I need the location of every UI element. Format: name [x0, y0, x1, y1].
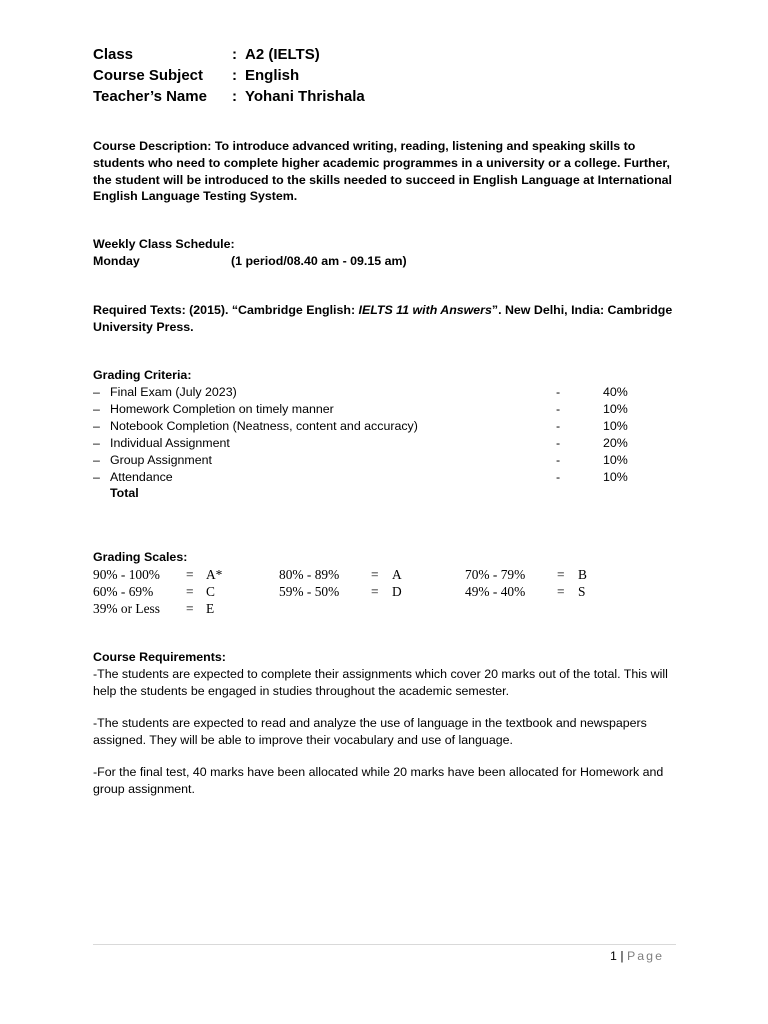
header-colon: :	[232, 88, 237, 105]
scale-equals: =	[186, 584, 194, 599]
criteria-name: Notebook Completion (Neatness, content and accuracy)	[110, 419, 418, 433]
scale-grade: B	[578, 567, 587, 582]
header-label: Class	[93, 46, 134, 63]
page-word: Page	[627, 949, 664, 963]
scale-range: 49% - 40%	[465, 584, 526, 599]
scale-equals: =	[557, 567, 565, 582]
requirement-paragraph: -The students are expected to complete their assignments which cover 20 marks out of the total. This will help the students be engaged in studies throughout the academic semester.	[93, 667, 668, 698]
criteria-percentage: 10%	[603, 470, 628, 484]
scale-equals: =	[371, 584, 379, 599]
requirements-heading: Course Requirements:	[93, 650, 226, 664]
schedule-time: (1 period/08.40 am - 09.15 am)	[231, 254, 407, 268]
header-label: Course Subject	[93, 67, 204, 84]
scale-grade: C	[206, 584, 215, 599]
criteria-separator: -	[556, 385, 561, 399]
criteria-row	[93, 418, 653, 435]
required-texts-title: IELTS 11 with Answers	[358, 303, 492, 317]
criteria-dash: –	[93, 470, 100, 484]
scale-grade: S	[578, 584, 586, 599]
header-value: Yohani Thrishala	[245, 88, 365, 105]
criteria-percentage: 20%	[603, 436, 628, 450]
required-texts-prefix: Required Texts: (2015). “Cambridge English:	[93, 303, 359, 317]
criteria-dash: –	[93, 402, 100, 416]
criteria-separator: -	[556, 419, 561, 433]
page-separator: |	[620, 949, 624, 963]
scale-equals: =	[186, 601, 194, 616]
criteria-dash: –	[93, 419, 100, 433]
scale-range: 90% - 100%	[93, 567, 160, 582]
scale-equals: =	[186, 567, 194, 582]
criteria-dash: –	[93, 453, 100, 467]
criteria-row	[93, 384, 653, 401]
scale-range: 80% - 89%	[279, 567, 340, 582]
criteria-percentage: 40%	[603, 385, 628, 399]
page-number: 1	[610, 949, 617, 963]
header-value: English	[245, 67, 300, 84]
criteria-separator: -	[556, 436, 561, 450]
criteria-name: Attendance	[110, 470, 173, 484]
criteria-row	[93, 435, 653, 452]
requirement-paragraph: -The students are expected to read and analyze the use of language in the textbook and newspapers assigned. They will be able to improve their vocabulary and use of language.	[93, 716, 647, 747]
criteria-name: Homework Completion on timely manner	[110, 402, 334, 416]
page-footer	[610, 947, 664, 965]
criteria-percentage: 10%	[603, 419, 628, 433]
scale-grade: A*	[206, 567, 223, 582]
criteria-row	[93, 469, 653, 486]
scale-range: 59% - 50%	[279, 584, 340, 599]
criteria-row	[93, 401, 653, 418]
required-texts	[93, 302, 678, 336]
criteria-name: Group Assignment	[110, 453, 212, 467]
course-description: Course Description: To introduce advanced writing, reading, listening and speaking skills to students who need to complete higher academic programmes in a university or a college. Further, the student will be introduced to the skills needed to succeed in English Language at International English Language Testing System.	[93, 139, 672, 204]
grading-scales-heading: Grading Scales:	[93, 550, 188, 564]
header-value: A2 (IELTS)	[245, 46, 320, 63]
criteria-percentage: 10%	[603, 402, 628, 416]
criteria-name: Final Exam (July 2023)	[110, 385, 237, 399]
footer-divider	[93, 944, 676, 945]
criteria-name: Individual Assignment	[110, 436, 230, 450]
required-texts-suffix: ”. New Delhi, India: Cambridge University Press.	[93, 303, 673, 334]
criteria-separator: -	[556, 402, 561, 416]
criteria-dash: –	[93, 385, 100, 399]
schedule-day: Monday	[93, 254, 140, 268]
criteria-percentage: 10%	[603, 453, 628, 467]
scale-equals: =	[371, 567, 379, 582]
scale-grade: E	[206, 601, 215, 616]
schedule-heading: Weekly Class Schedule:	[93, 237, 235, 251]
criteria-row	[93, 452, 653, 469]
header-colon: :	[232, 46, 237, 63]
criteria-dash: –	[93, 436, 100, 450]
scale-grade: D	[392, 584, 402, 599]
criteria-separator: -	[556, 470, 561, 484]
criteria-total-label: Total	[110, 486, 139, 500]
header-label: Teacher’s Name	[93, 88, 207, 105]
scale-grade: A	[392, 567, 402, 582]
scale-equals: =	[557, 584, 565, 599]
scale-range: 39% or Less	[93, 601, 160, 616]
scale-range: 70% - 79%	[465, 567, 526, 582]
criteria-separator: -	[556, 453, 561, 467]
header-colon: :	[232, 67, 237, 84]
requirement-paragraph: -For the final test, 40 marks have been allocated while 20 marks have been allocated for Homework and group assignment.	[93, 765, 664, 796]
grading-criteria-heading: Grading Criteria:	[93, 368, 192, 382]
scale-range: 60% - 69%	[93, 584, 154, 599]
